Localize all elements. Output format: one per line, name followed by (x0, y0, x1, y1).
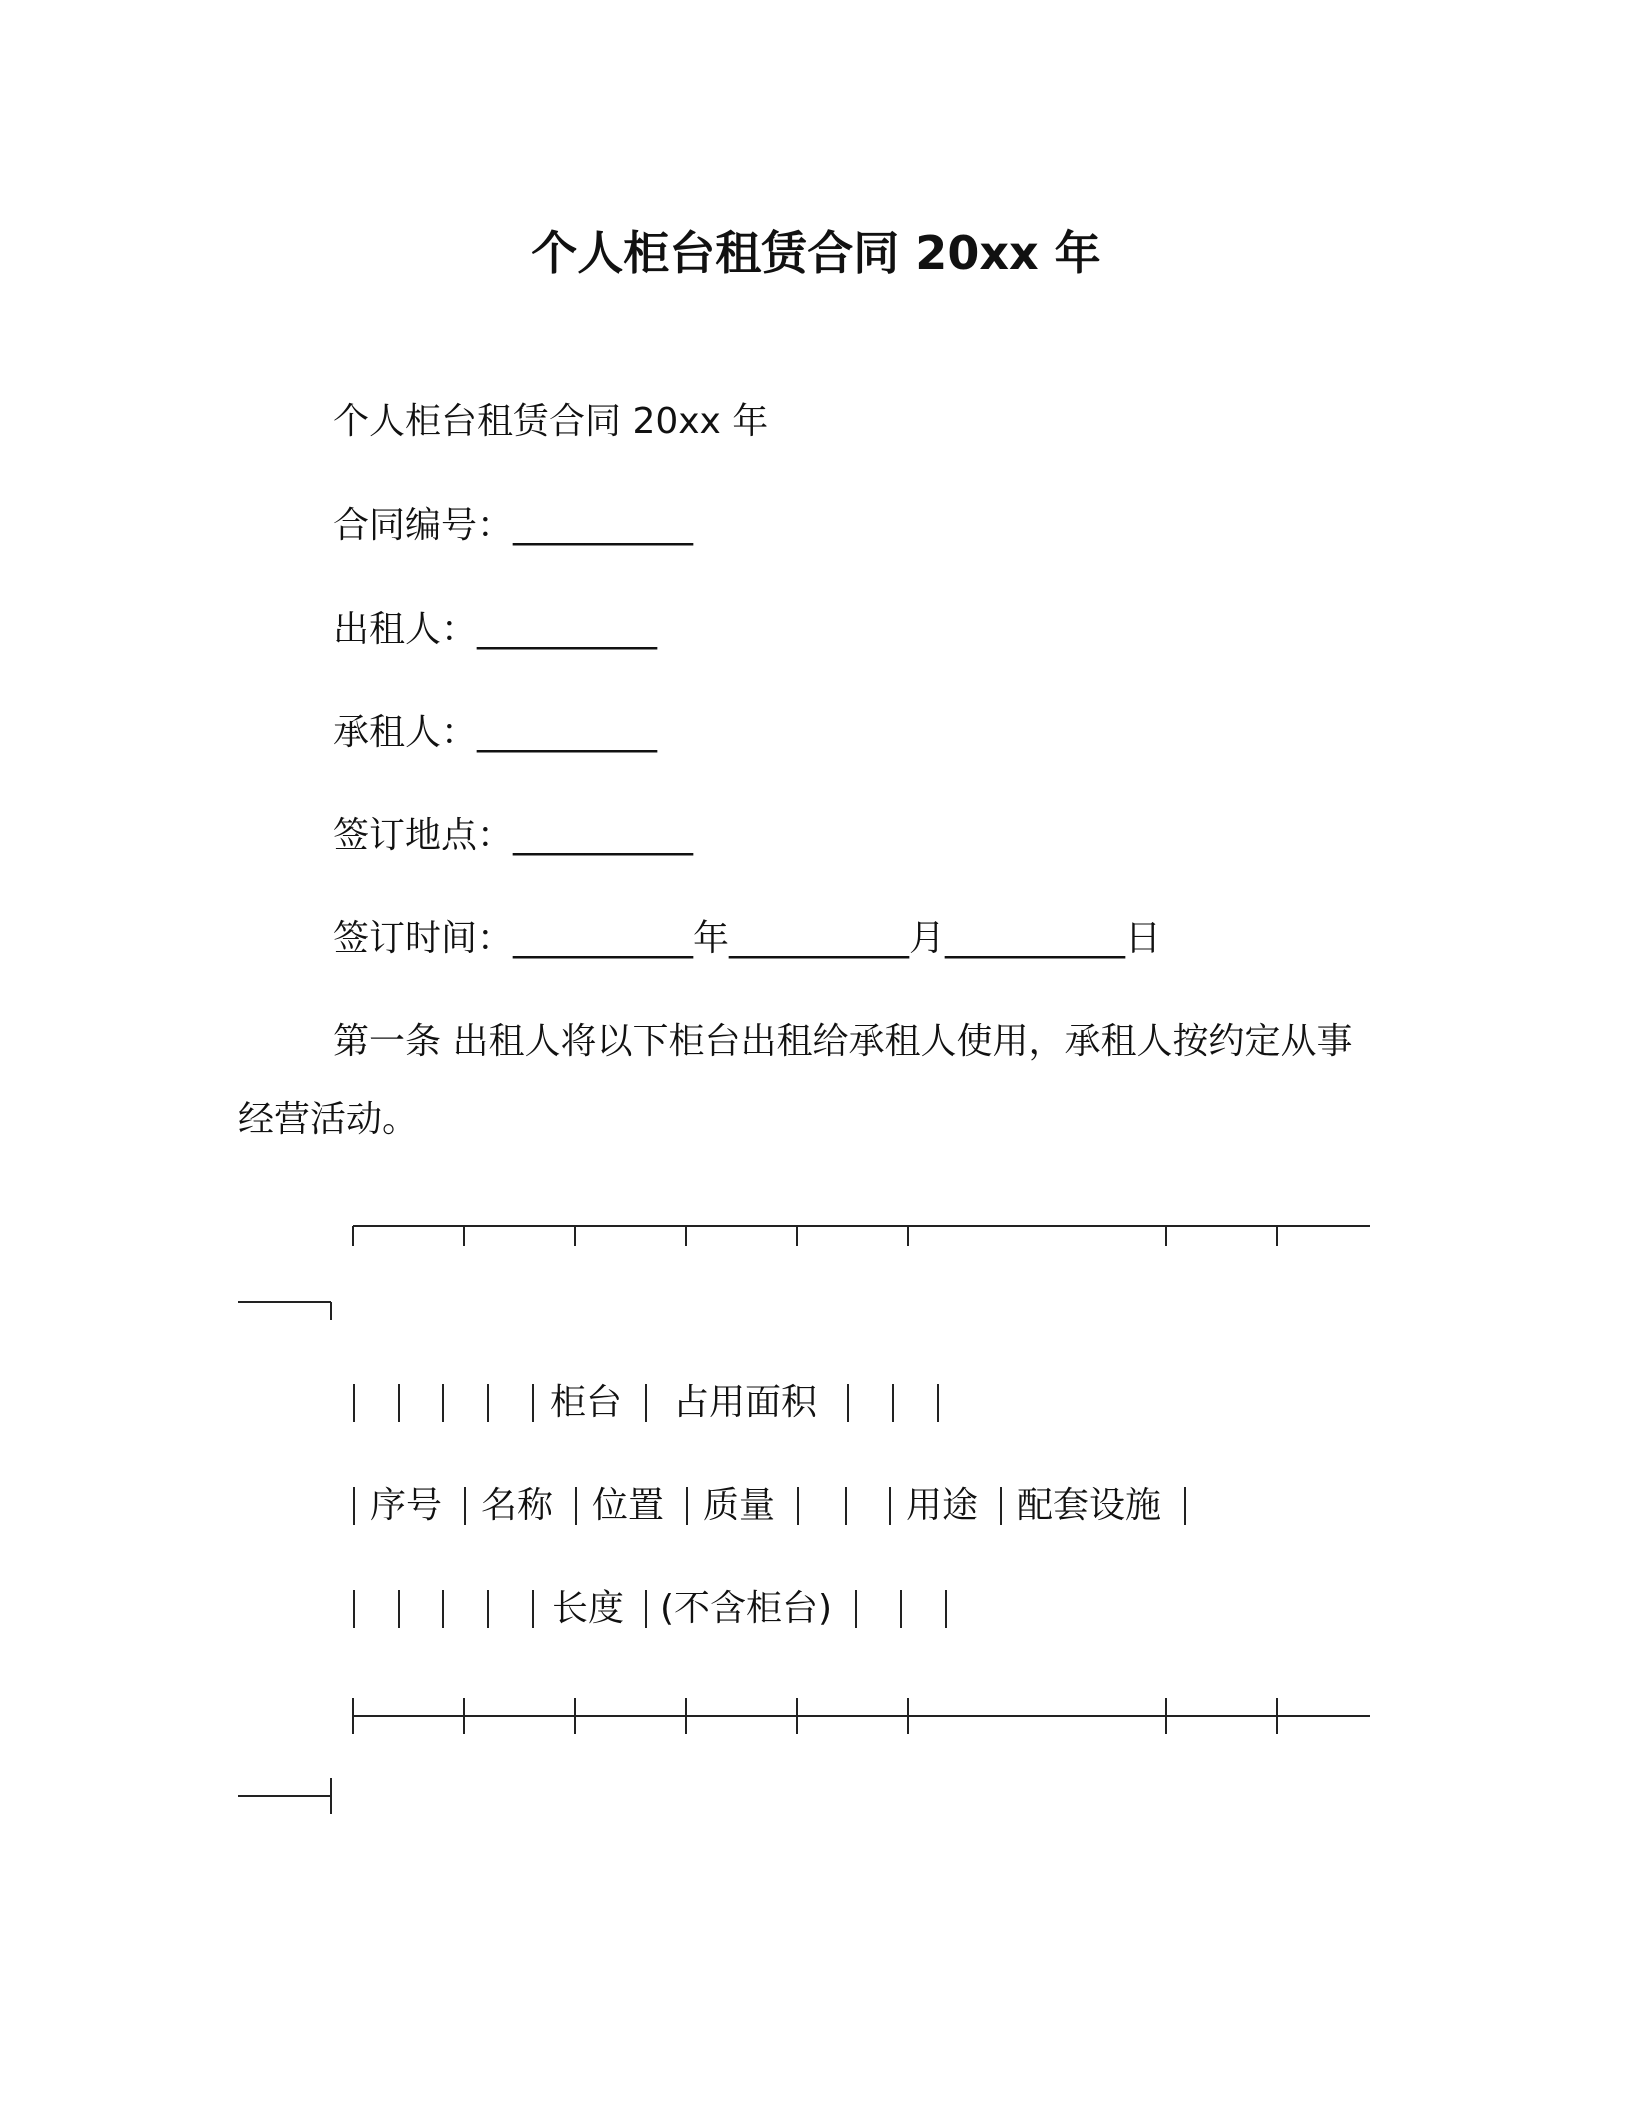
row1-bar (353, 1384, 355, 1422)
table-header-excl-counter: (不含柜台) (660, 1588, 833, 1629)
lessee-field (333, 708, 657, 758)
lessee-label: 承租人： (333, 712, 478, 753)
row3-bar (900, 1590, 902, 1628)
article-1-line-2: 经营活动。 (238, 1099, 419, 1140)
row1-bar (892, 1384, 894, 1422)
row2-bar (686, 1487, 688, 1525)
signing-time-blank-year: __________ (513, 918, 694, 959)
table-header-position: 位置 (592, 1485, 665, 1526)
signing-time-month: 月 (909, 918, 946, 959)
row3-bar (645, 1590, 647, 1628)
signing-time-year: 年 (693, 918, 730, 959)
row3-bar (398, 1590, 400, 1628)
row2-bar (464, 1487, 466, 1525)
table-header-area: 占用面积 (673, 1382, 818, 1423)
contract-number-blank: __________ (513, 505, 694, 546)
signing-time-day: 日 (1125, 918, 1162, 959)
row3-bar (442, 1590, 444, 1628)
row1-bar (645, 1384, 647, 1422)
contract-number-label: 合同编号： (333, 505, 514, 546)
page-title: 个人柜台租赁合同 20xx 年 (531, 226, 1101, 280)
lessee-blank: __________ (477, 712, 658, 753)
row3-bar (353, 1590, 355, 1628)
row3-bar (532, 1590, 534, 1628)
signing-place-field (333, 811, 693, 861)
lessor-field (333, 605, 657, 655)
contract-number-field (333, 501, 693, 551)
row2-bar (575, 1487, 577, 1525)
row1-bar (442, 1384, 444, 1422)
row2-bar (1000, 1487, 1002, 1525)
signing-time-blank-day: __________ (945, 918, 1126, 959)
row2-bar (845, 1487, 847, 1525)
table-header-facilities: 配套设施 (1017, 1485, 1162, 1526)
article-1-line-1: 第一条 出租人将以下柜台出租给承租人使用，承租人按约定从事 (333, 1021, 1353, 1062)
row2-bar (889, 1487, 891, 1525)
row2-bar (353, 1487, 355, 1525)
signing-place-blank: __________ (513, 815, 694, 856)
table-header-length: 长度 (552, 1588, 625, 1629)
signing-time-blank-month: __________ (729, 918, 910, 959)
lessor-label: 出租人： (333, 609, 478, 650)
row1-bar (532, 1384, 534, 1422)
signing-place-label: 签订地点： (333, 815, 514, 856)
row1-bar (937, 1384, 939, 1422)
row3-bar (945, 1590, 947, 1628)
table-header-quality: 质量 (703, 1485, 776, 1526)
row3-bar (487, 1590, 489, 1628)
table-header-counter: 柜台 (550, 1382, 623, 1423)
table-header-use: 用途 (906, 1485, 979, 1526)
table-header-name: 名称 (481, 1485, 554, 1526)
row2-bar (1184, 1487, 1186, 1525)
row2-bar (797, 1487, 799, 1525)
row1-bar (487, 1384, 489, 1422)
row3-bar (855, 1590, 857, 1628)
signing-time-field (333, 914, 1161, 964)
table-header-no: 序号 (370, 1485, 443, 1526)
lessor-blank: __________ (477, 609, 658, 650)
signing-time-label: 签订时间： (333, 918, 514, 959)
row1-bar (398, 1384, 400, 1422)
row1-bar (847, 1384, 849, 1422)
document-subtitle: 个人柜台租赁合同 20xx 年 (333, 401, 769, 442)
